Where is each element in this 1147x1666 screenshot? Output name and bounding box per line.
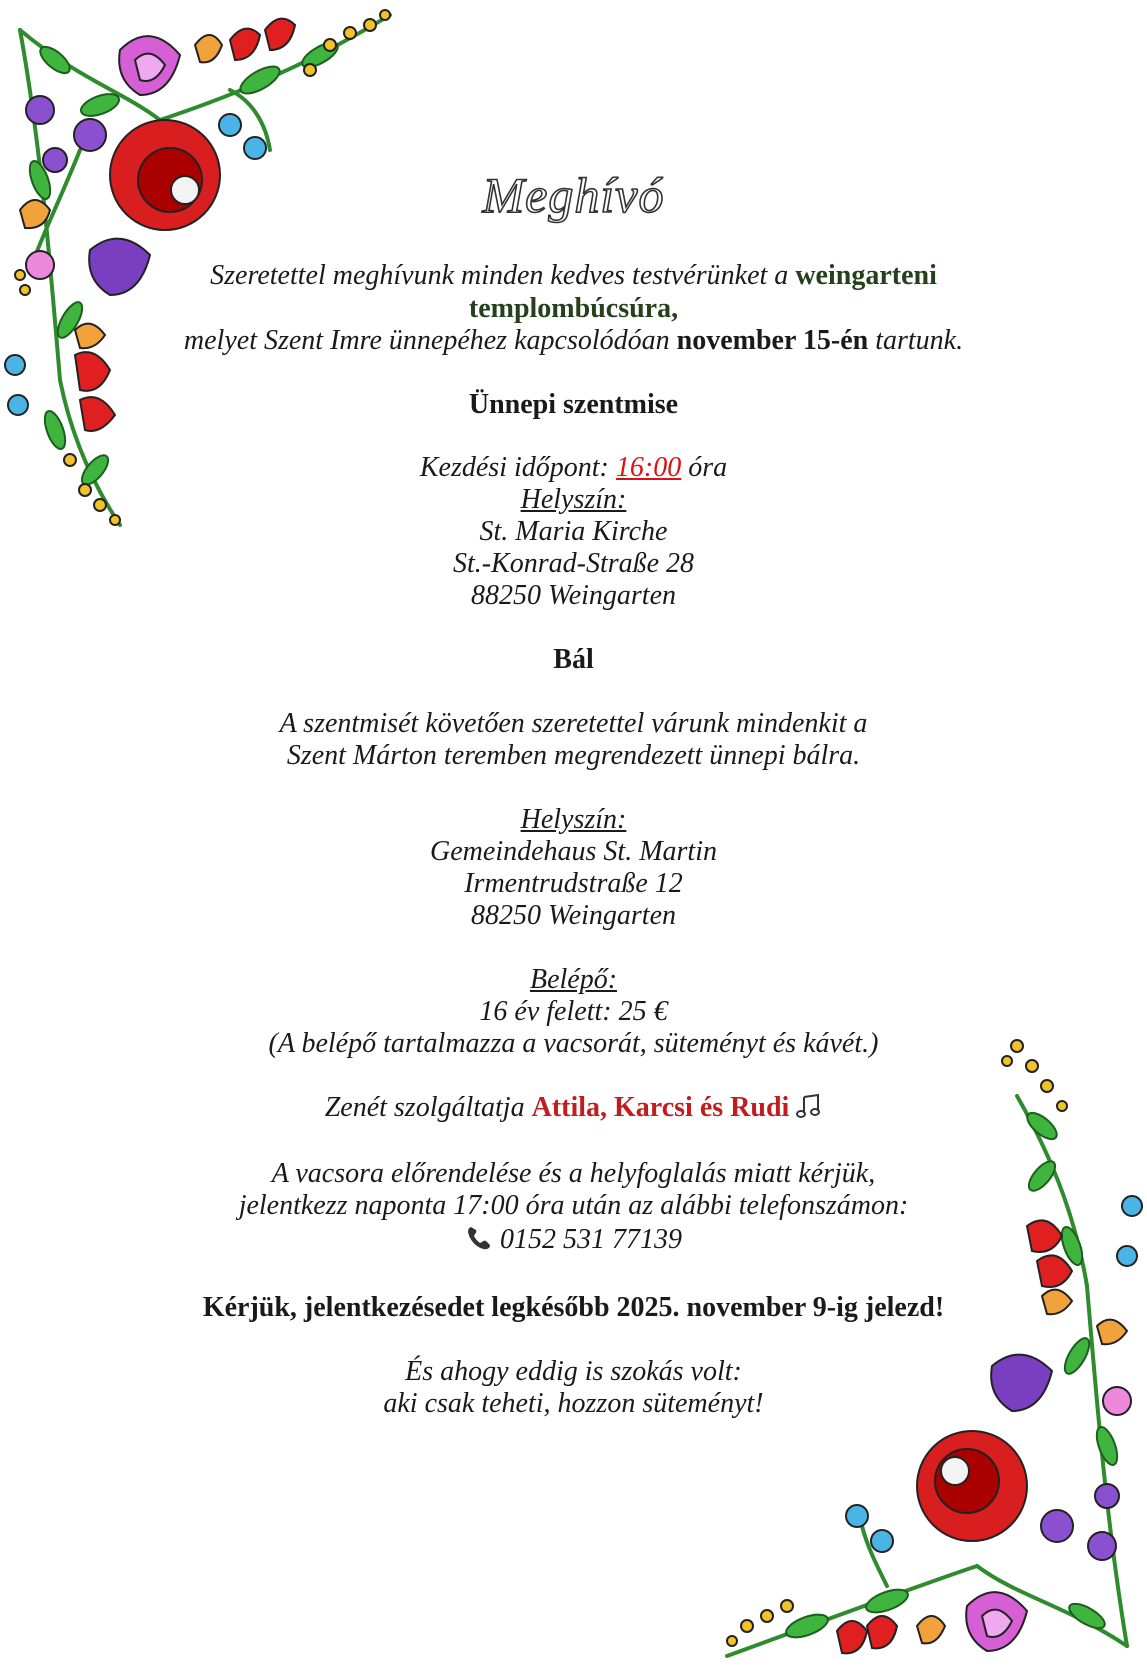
music-text: Zenét szolgáltatja [324,1092,532,1123]
mass-address-1: St. Maria Kirche [479,516,668,547]
closing-line-1: És ahogy eddig is szokás volt: [405,1356,742,1387]
intro-highlight: weingarteni [795,260,937,291]
music-note-icon [796,1093,822,1119]
mass-start-suffix: óra [681,452,728,483]
intro-date: november 15-én [676,325,869,356]
phone-number: 0152 531 77139 [500,1224,682,1255]
mass-start [120,451,1027,485]
mass-location-label: Helyszín: [520,484,627,515]
entry-price: 16 év felett: 25 € [479,996,668,1027]
ball-address-1: Gemeindehaus St. Martin [430,836,717,867]
deadline: Kérjük, jelentkezésedet legkésőbb 2025. november 9-ig jelezd! [202,1292,945,1323]
ball-address-2: Irmentrudstraße 12 [464,868,683,899]
page-title: Meghívó [482,167,665,223]
ball-heading: Bál [553,644,594,675]
mass-start-label: Kezdési időpont: [419,452,616,483]
music-performers: Attila, Karcsi és Rudi [531,1092,790,1123]
reservation-line-2: jelentkezz naponta 17:00 óra után az alábbi telefonszámon: [238,1190,909,1221]
ball-desc-2: Szent Márton teremben megrendezett ünnepi bálra. [286,740,861,771]
intro-line-3 [120,324,1027,358]
intro-line-1 [120,259,1027,293]
intro-line-2 [120,292,1027,326]
mass-heading: Ünnepi szentmise [468,389,679,420]
ball-desc-1: A szentmisét követően szeretettel várunk mindenkit a [279,708,868,739]
intro-text-3: melyet Szent Imre ünnepéhez kapcsolódóan [183,325,677,356]
closing-line-2: aki csak teheti, hozzon süteményt! [383,1388,764,1419]
phone-icon [465,1224,493,1252]
intro-text: Szeretettel meghívunk minden kedves testvérünket a [210,260,796,291]
title-line [120,167,1027,223]
mass-start-time: 16:00 [615,452,682,483]
ball-address-3: 88250 Weingarten [470,900,677,931]
ball-location-label: Helyszín: [520,804,627,835]
entry-note: (A belépő tartalmazza a vacsorát, süteményt és kávét.) [268,1028,879,1059]
mass-address-2: St.-Konrad-Straße 28 [452,548,695,579]
music-line [120,1091,1027,1125]
intro-text-3-end: tartunk. [868,325,964,356]
mass-address-3: 88250 Weingarten [470,580,677,611]
intro-highlight-2: templombúcsúra, [468,293,679,324]
phone-line [120,1223,1027,1257]
entry-label: Belépő: [529,964,618,995]
reservation-line-1: A vacsora előrendelése és a helyfoglalás miatt kérjük, [271,1158,876,1189]
